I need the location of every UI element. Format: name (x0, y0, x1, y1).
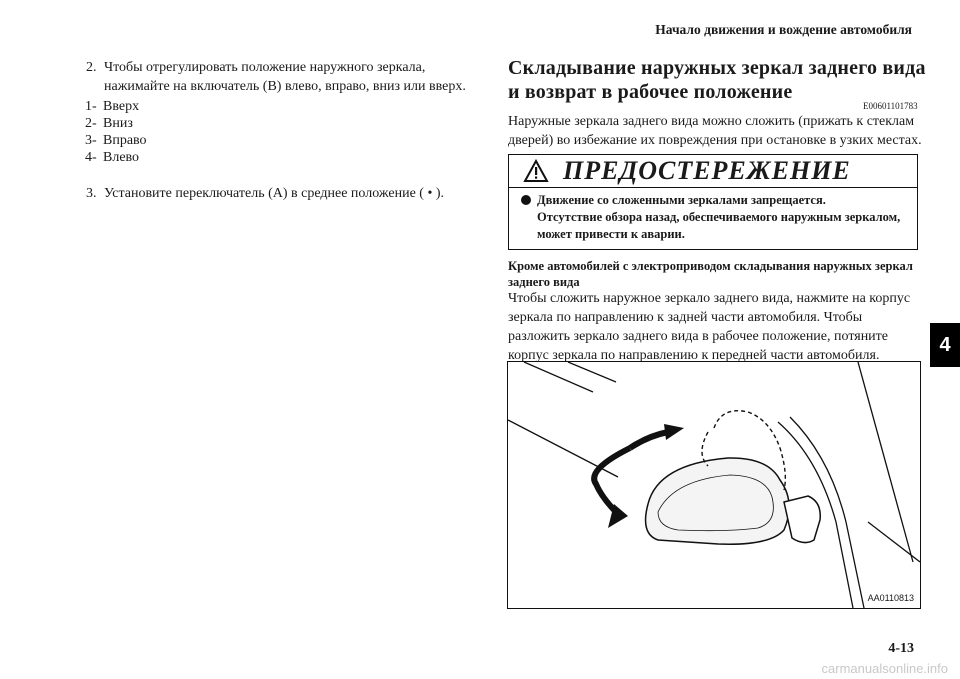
page-number: 4-13 (888, 641, 914, 656)
direction-item (85, 149, 147, 166)
step-2 (86, 58, 466, 96)
direction-list (85, 98, 147, 166)
body-paragraph (508, 289, 910, 365)
step-3-number: 3. (86, 186, 97, 201)
watermark: carmanualsonline.info (821, 661, 948, 676)
step-2-number: 2. (86, 60, 97, 75)
step-3-text: Установите переключатель (A) в среднее положение ( • ). (104, 186, 445, 201)
body-line: зеркала по направлению к задней части автомобиля. Чтобы (508, 310, 863, 325)
body-line: разложить зеркало заднего вида в рабочее положение, потяните (508, 329, 889, 344)
step-2-line-1: Чтобы отрегулировать положение наружного зеркала, (104, 60, 426, 75)
intro-paragraph (508, 112, 922, 150)
direction-item (85, 132, 147, 149)
direction-item (85, 115, 147, 132)
bullet-icon (521, 195, 531, 205)
warning-line-3: может привести к аварии. (537, 227, 685, 241)
direction-number: 3- (85, 133, 97, 148)
step-2-line-2: нажимайте на включатель (B) влево, вправо, вниз или вверх. (104, 79, 466, 94)
subheading (508, 258, 913, 290)
warning-box (508, 154, 918, 250)
section-code: E00601101783 (863, 101, 918, 111)
mirror-illustration (507, 361, 921, 609)
direction-label: Влево (103, 150, 140, 165)
warning-triangle-icon (523, 159, 549, 183)
warning-content (509, 188, 917, 249)
direction-number: 1- (85, 99, 97, 114)
warning-line-1: Движение со сложенными зеркалами запрещается. (537, 193, 826, 207)
subheading-line-1: Кроме автомобилей с электроприводом складывания наружных зеркал (508, 259, 913, 273)
warning-header (509, 155, 917, 188)
warning-title: ПРЕДОСТЕРЕЖЕНИЕ (563, 156, 851, 185)
body-line: корпус зеркала по направлению к передней части автомобиля. (508, 348, 880, 363)
direction-label: Вверх (103, 99, 140, 114)
direction-label: Вправо (103, 133, 147, 148)
running-header: Начало движения и вождение автомобиля (655, 22, 912, 37)
direction-number: 2- (85, 116, 97, 131)
direction-number: 4- (85, 150, 97, 165)
figure-code: AA0110813 (867, 593, 914, 603)
subheading-line-2: заднего вида (508, 275, 580, 289)
section-title-line-2: и возврат в рабочее положение (508, 81, 793, 103)
mirror-drawing (508, 362, 920, 608)
body-line: Чтобы сложить наружное зеркало заднего вида, нажмите на корпус (508, 291, 911, 306)
step-3 (86, 184, 444, 203)
intro-line-1: Наружные зеркала заднего вида можно сложить (прижать к стеклам (508, 114, 915, 129)
section-title-line-1: Складывание наружных зеркал заднего вида (508, 57, 926, 79)
section-title (508, 56, 926, 104)
warning-line-2: Отсутствие обзора назад, обеспечиваемого наружным зеркалом, (537, 210, 901, 224)
direction-item (85, 98, 147, 115)
direction-label: Вниз (103, 116, 133, 131)
chapter-tab: 4 (930, 323, 960, 367)
intro-line-2: дверей) во избежание их повреждения при остановке в узких местах. (508, 133, 922, 148)
